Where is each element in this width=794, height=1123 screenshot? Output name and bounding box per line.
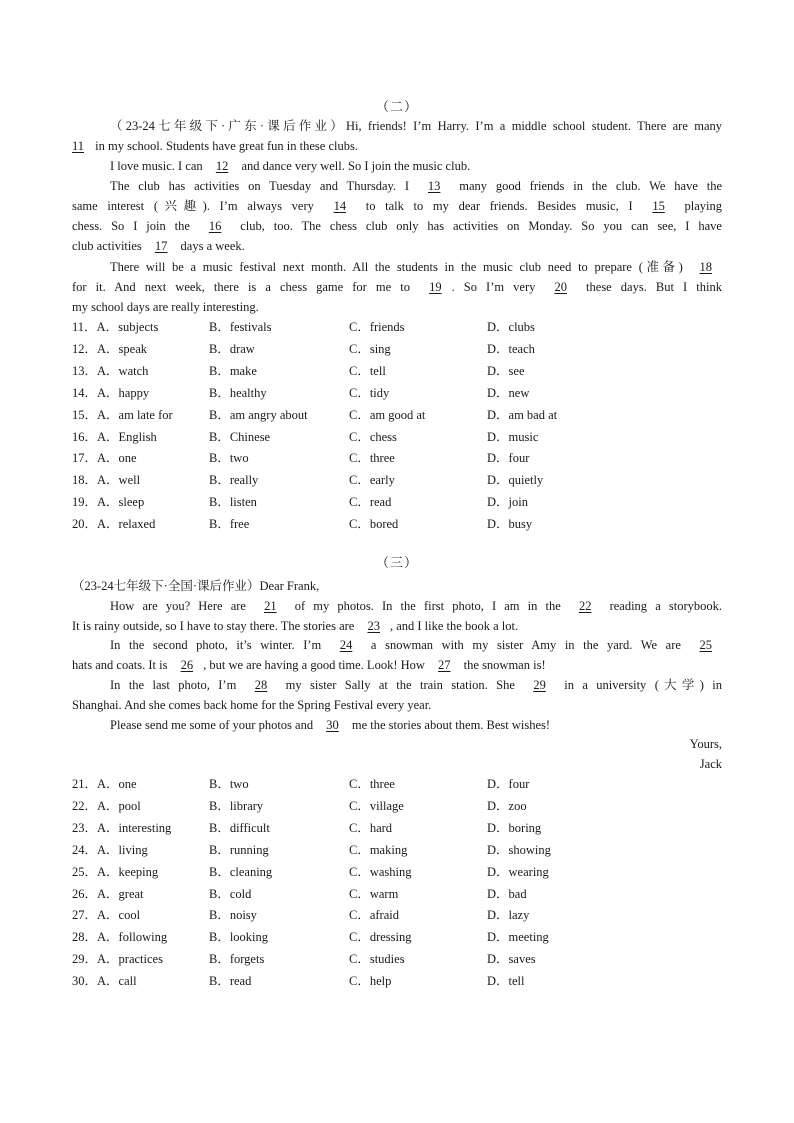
letter-greeting: Dear Frank, [259,579,320,593]
option-b: B．am angry about [209,407,308,422]
question-stem [72,840,148,860]
option-a: A．one [97,451,137,466]
question-number: 17． [72,451,98,466]
option-b: B．draw [209,341,255,356]
option-d: D．lazy [487,908,530,923]
option-a: A．subjects [96,320,159,334]
option-c: C．chess [349,429,397,444]
section3-line-1: How are you? Here are 21 of my photos. In the first photo, I am in the 22 reading a storybook. [110,596,722,616]
option-b: B．running [209,842,269,857]
option-d: D．four [487,451,530,466]
question-number: 14． [72,385,98,400]
blank-12: 12 [215,159,229,173]
option-c: C．three [349,451,395,466]
question-stem [72,884,144,904]
option-d: D．clubs [487,320,535,334]
option-c: C．early [349,473,395,488]
option-b: B．cold [209,886,252,901]
question-stem [72,514,155,534]
option-c: C．tell [349,363,386,378]
option-c: C．washing [349,864,412,879]
option-d: D．busy [487,517,533,532]
option-c: C．making [349,842,408,857]
section3-line-2: It is rainy outside, so I have to stay there. The stories are 23 , and I like the book a lot. [72,616,518,636]
option-b: B．healthy [209,385,267,400]
option-c: C．studies [349,952,405,967]
option-b: B．difficult [209,820,270,835]
question-number: 23． [72,820,98,835]
section3-source-line [72,576,319,596]
option-c: C．warm [349,886,399,901]
question-number: 12． [72,341,98,356]
option-d: D．teach [487,341,535,356]
section3-title: （三） [375,555,418,570]
option-c: C．sing [349,341,391,356]
section2-line-6: chess. So I join the 16 club, too. The chess club only has activities on Monday. So you can see, I have [72,216,722,236]
question-number: 20． [72,517,98,532]
question-stem [72,448,137,468]
option-b: B．looking [209,930,269,945]
blank-23: 23 [367,619,380,633]
option-a: A．English [97,429,157,444]
blank-28: 28 [254,678,268,692]
option-b: B．read [209,974,252,989]
option-d: D．quietly [487,473,544,488]
option-c: C．dressing [349,930,412,945]
option-d: D．meeting [487,930,549,945]
option-c: C．afraid [349,908,399,923]
blank-14: 14 [333,199,347,213]
question-stem [72,905,140,925]
question-number: 30． [72,974,98,989]
question-number: 25． [72,864,98,879]
question-number: 28． [72,930,98,945]
question-stem [72,383,149,403]
option-d: D．four [487,777,530,791]
question-number: 19． [72,495,98,510]
option-d: D．zoo [487,798,527,813]
question-number: 26． [72,886,98,901]
option-d: D．wearing [487,864,549,879]
option-d: D．saves [487,952,536,967]
option-a: A．speak [97,341,148,356]
blank-25: 25 [699,638,712,652]
option-d: D．tell [487,974,525,989]
question-stem [72,405,173,425]
section3-line-4: hats and coats. It is 26 , but we are having a good time. Look! How 27 the snowman is! [72,655,546,675]
option-c: C．read [349,495,392,510]
question-number: 21． [72,777,98,791]
option-d: D．am bad at [487,407,558,422]
blank-19: 19 [429,280,442,294]
section2-title: （二） [375,99,418,114]
option-a: A．relaxed [97,517,156,532]
section2-line-5: same interest (兴趣). I’m always very 14 to talk to my dear friends. Besides music, I 15 playing [72,196,722,216]
blank-15: 15 [652,199,665,213]
option-d: D．new [487,385,530,400]
option-a: A．am late for [97,407,173,422]
option-d: D．see [487,363,525,378]
blank-24: 24 [339,638,353,652]
section3-line-6: Shanghai. And she comes back home for the Spring Festival every year. [72,698,432,712]
section2-line-8: There will be a music festival next month. All the students in the music club need to prepare (准备) 18 [110,257,722,277]
option-b: B．noisy [209,908,257,923]
option-a: A．watch [97,363,149,378]
option-d: D．boring [487,820,542,835]
option-b: B．two [209,777,249,791]
question-stem [72,971,137,991]
option-c: C．friends [349,320,405,334]
blank-13: 13 [427,179,441,193]
option-b: B．forgets [209,952,265,967]
option-b: B．festivals [209,320,272,334]
section2-line-2: 11 in my school. Students have great fun in these clubs. [72,136,358,156]
option-b: B．really [209,473,259,488]
option-c: C．village [349,798,404,813]
option-b: B．library [209,798,264,813]
section2-line-10: my school days are really interesting. [72,300,259,314]
question-stem [72,470,140,490]
option-a: A．keeping [97,864,159,879]
option-b: B．free [209,517,250,532]
question-stem [72,949,163,969]
option-c: C．hard [349,820,393,835]
question-stem [72,317,158,337]
option-a: A．one [97,777,137,791]
option-a: A．living [97,842,148,857]
option-b: B．listen [209,495,257,510]
option-c: C．help [349,974,392,989]
option-a: A．pool [97,798,141,813]
option-a: A．great [97,886,144,901]
section3-source: （23-24七年级下·全国·课后作业） [72,579,260,593]
option-b: B．cleaning [209,864,273,879]
question-number: 29． [72,952,98,967]
section3-line-3: In the second photo, it’s winter. I’m 24 a snowman with my sister Amy in the yard. We are 25 [110,635,722,655]
question-stem [72,361,148,381]
option-b: B．two [209,451,249,466]
letter-closing: Yours, [689,737,722,751]
option-a: A．following [97,930,168,945]
blank-22: 22 [578,599,592,613]
blank-30: 30 [326,718,339,732]
question-number: 18． [72,473,98,488]
section2-line-4: The club has activities on Tuesday and Thursday. I 13 many good friends in the club. We have the [110,176,722,196]
question-number: 11． [72,320,97,334]
option-a: A．interesting [97,820,172,835]
question-number: 27． [72,908,98,923]
question-stem [72,339,147,359]
question-number: 16． [72,429,98,444]
blank-18: 18 [699,260,712,274]
section2-line-7: club activities 17 days a week. [72,236,245,256]
option-c: C．bored [349,517,399,532]
question-stem [72,492,144,512]
blank-26: 26 [180,658,194,672]
blank-27: 27 [438,658,451,672]
option-a: A．happy [97,385,150,400]
option-c: C．three [349,777,395,791]
option-a: A．sleep [97,495,145,510]
section3-line-7: Please send me some of your photos and 30 me the stories about them. Best wishes! [110,715,550,735]
blank-11: 11 [72,139,85,153]
option-b: B．Chinese [209,429,271,444]
option-a: A．well [97,473,141,488]
section2-line-1: （23-24七年级下·广东·课后作业）Hi, friends! I’m Harry. I’m a middle school student. There are many [110,119,723,133]
question-number: 15． [72,407,98,422]
section3-line-5: In the last photo, I’m 28 my sister Sally at the train station. She 29 in a university (大学) in [110,675,722,695]
blank-16: 16 [208,219,222,233]
option-d: D．bad [487,886,527,901]
option-d: D．showing [487,842,551,857]
question-stem [72,427,157,447]
blank-20: 20 [554,280,567,294]
section2-line-3: I love music. I can 12 and dance very well. So I join the music club. [110,156,470,176]
question-number: 13． [72,363,98,378]
option-a: A．cool [97,908,141,923]
option-d: D．music [487,429,539,444]
blank-29: 29 [533,678,546,692]
option-d: D．join [487,495,528,510]
blank-17: 17 [154,239,168,253]
option-c: C．tidy [349,385,390,400]
question-stem [72,927,167,947]
blank-21: 21 [264,599,277,613]
option-c: C．am good at [349,407,426,422]
question-number: 22． [72,798,98,813]
option-b: B．make [209,363,257,378]
question-stem [72,862,158,882]
question-number: 24． [72,842,98,857]
question-stem [72,818,171,838]
section2-source: （23-24七年级下·广东·课后作业） [110,119,346,133]
question-stem [72,774,137,794]
section2-line-9: for it. And next week, there is a chess game for me to 19 . So I’m very 20 these days. But I think [72,277,722,297]
option-a: A．call [97,974,137,989]
question-stem [72,796,141,816]
letter-signature: Jack [699,757,722,771]
option-a: A．practices [97,952,163,967]
